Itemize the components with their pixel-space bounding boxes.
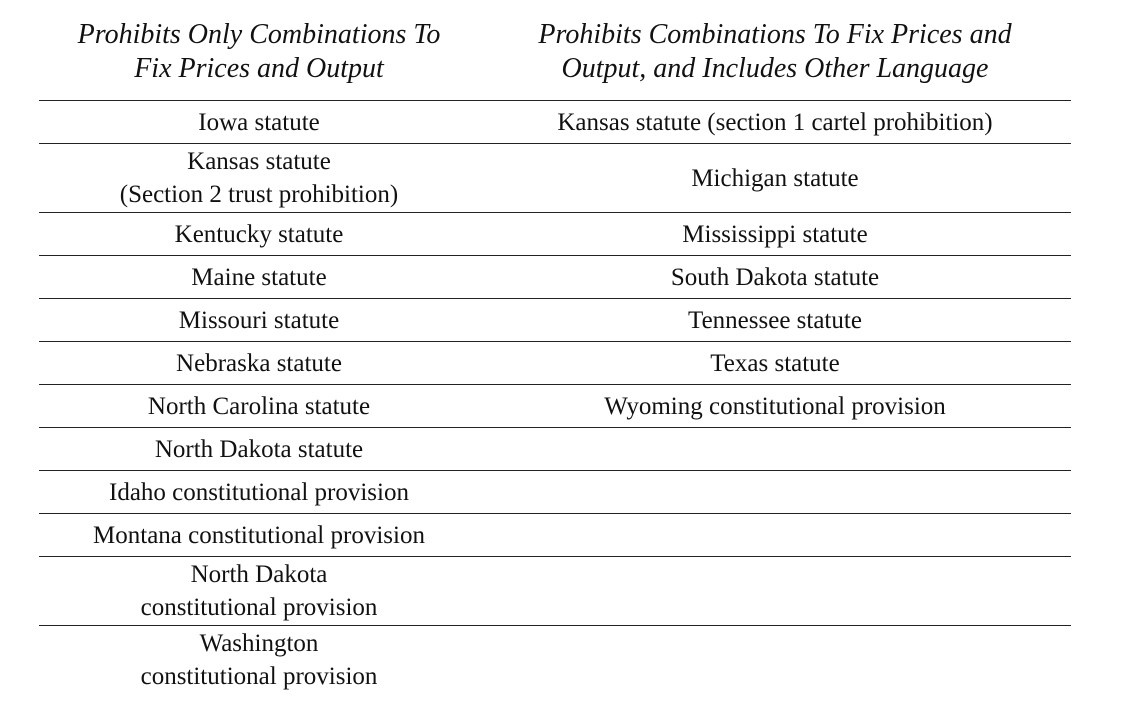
table-row: [39, 514, 1071, 557]
table-cell: Nebraska statute: [39, 342, 479, 385]
table-cell: Mississippi statute: [479, 213, 1071, 256]
table-row: [39, 385, 1071, 428]
table-cell: North Dakota constitutional provision: [39, 557, 479, 626]
comparison-table-container: [39, 18, 1071, 694]
header-prohibits-only: [39, 18, 479, 101]
table-cell: [479, 626, 1071, 695]
table-cell: Wyoming constitutional provision: [479, 385, 1071, 428]
table-cell: [479, 428, 1071, 471]
table-cell: Texas statute: [479, 342, 1071, 385]
table-row: [39, 626, 1071, 695]
table-cell: Idaho constitutional provision: [39, 471, 479, 514]
table-cell: Kansas statute (section 1 cartel prohibition): [479, 101, 1071, 144]
header-label: Prohibits Only Combinations To Fix Prices and Output: [77, 19, 441, 84]
table-cell: Montana constitutional provision: [39, 514, 479, 557]
table-cell: Maine statute: [39, 256, 479, 299]
table-cell: Kansas statute (Section 2 trust prohibition): [39, 144, 479, 213]
table-cell: North Dakota statute: [39, 428, 479, 471]
table-row: [39, 144, 1071, 213]
table-row: [39, 428, 1071, 471]
header-label: Prohibits Combinations To Fix Prices and Output, and Includes Other Language: [538, 19, 1012, 84]
table-cell: Kentucky statute: [39, 213, 479, 256]
table-cell: [479, 514, 1071, 557]
table-row: [39, 101, 1071, 144]
table-row: [39, 299, 1071, 342]
table-cell: Washington constitutional provision: [140, 630, 378, 690]
header-row: [39, 18, 1071, 101]
table-cell: [479, 557, 1071, 626]
table-row: [39, 557, 1071, 626]
table-cell: [479, 471, 1071, 514]
table-cell: Iowa statute: [39, 101, 479, 144]
table-cell: North Carolina statute: [39, 385, 479, 428]
table-cell: Missouri statute: [39, 299, 479, 342]
antitrust-comparison-table: [39, 18, 1071, 694]
table-row: [39, 213, 1071, 256]
table-cell: Tennessee statute: [479, 299, 1071, 342]
table-cell: South Dakota statute: [479, 256, 1071, 299]
table-row: [39, 256, 1071, 299]
header-prohibits-other-language: [479, 18, 1071, 101]
table-row: [39, 342, 1071, 385]
table-row: [39, 471, 1071, 514]
table-cell: Michigan statute: [479, 144, 1071, 213]
